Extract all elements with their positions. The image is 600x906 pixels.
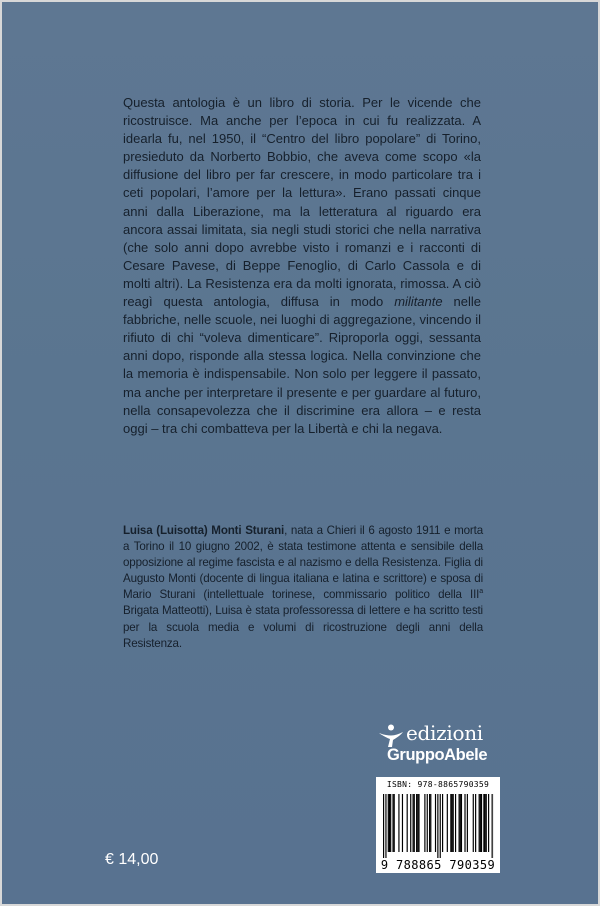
barcode-digits: 9 788865 790359 [380, 858, 496, 872]
blurb-text-1: Questa antologia è un libro di storia. Per le vicende che ricostruisce. Ma anche per l’epoca in cui fu realizzata. A idearla fu, nel 1950, il “Centro del libro popolare” di Torino, presieduto da Norberto Bobbio, che aveva come scopo «la diffusione del libro per far crescere, in modo particolare tra i ceti popolari, l’amore per la lettura». Erano passati cinque anni dalla Liberazione, ma la letteratura al riguardo era ancora assai limitata, sia negli studi storici che nella narrativa (che solo anni dopo avrebbe visto i romanzi e i racconti di Cesare Pavese, di Beppe Fenoglio, di Carlo Cassola e di molti altri). La Resistenza era da molti ignorata, rimossa. A ciò reagì questa antologia, diffusa in modo [123, 95, 481, 310]
isbn-label: ISBN: 978-8865790359 [386, 780, 490, 789]
bio-superscript: a [479, 588, 483, 596]
barcode-bar [483, 794, 484, 852]
barcode-bar [402, 794, 403, 852]
barcode-bar [440, 794, 441, 858]
barcode-bar [417, 794, 418, 852]
barcode-graphic [382, 794, 494, 858]
barcode-bar [451, 794, 452, 852]
barcode-bar [435, 794, 436, 852]
barcode-bar [475, 794, 476, 852]
barcode-bar [437, 794, 438, 858]
barcode-bar [394, 794, 395, 852]
publisher-group: GruppoAbele [387, 746, 488, 764]
blurb-emphasis: militante [394, 294, 443, 310]
barcode-bar [467, 794, 468, 852]
barcode-bar [389, 794, 390, 852]
bio-paragraph [123, 523, 483, 652]
leaping-figure-logo-icon [378, 724, 404, 748]
barcode-bar [460, 794, 461, 852]
author-name: Luisa (Luisotta) Monti Sturani [123, 524, 285, 537]
cover-blurb [123, 94, 481, 438]
bio-text-2: Brigata Matteotti), Luisa è stata professoressa di lettere e ha scritto testi per la scuola media e volumi di ricostruzione degli anni della Resistenza. [123, 604, 483, 650]
barcode-bar [492, 794, 493, 858]
barcode-bar [418, 794, 419, 852]
barcode-block [376, 777, 500, 873]
author-bio [123, 523, 483, 652]
barcode-bar [392, 794, 393, 852]
barcode-bar [473, 794, 474, 852]
barcode-bar [390, 794, 391, 852]
barcode-bar [388, 794, 389, 852]
barcode-bar [488, 794, 489, 852]
back-cover [2, 2, 598, 904]
barcode-bar [453, 794, 454, 852]
barcode-bar [464, 794, 465, 852]
barcode-bar [398, 794, 399, 852]
barcode-bar [459, 794, 460, 852]
barcode-bar [429, 794, 430, 852]
barcode-bar [385, 794, 386, 858]
barcode-bar [424, 794, 425, 852]
barcode-bar [479, 794, 480, 852]
barcode-bar [442, 794, 443, 852]
barcode-bar [447, 794, 448, 852]
publisher-logo [377, 722, 517, 770]
barcode-bar [413, 794, 414, 852]
barcode-bar [383, 794, 384, 858]
blurb-paragraph [123, 94, 481, 438]
blurb-text-2: nelle fabbriche, nelle scuole, nei luoghi di aggregazione, vincendo il rifiuto di chi “voleva dimenticare”. Riproporla oggi, sessanta anni dopo, risponde alla stessa logica. Nella convinzione che la memoria è indispensabile. Non solo per leggere il passato, ma anche per interpretare il presente e per guardare al futuro, nella consapevolezza che il discrimine era allora – e resta oggi – tra chi combatteva per la Libertà e chi la negava. [123, 294, 481, 436]
barcode-bar [450, 794, 451, 852]
barcode-bar [430, 794, 431, 852]
barcode-bar [480, 794, 481, 852]
barcode-bar [407, 794, 408, 852]
barcode-bar [484, 794, 485, 852]
bio-text-1: , nata a Chieri il 6 agosto 1911 e morta a Torino il 10 giugno 2002, è stata testimone attenta e sensibile della opposizione al regime fascista e al nazismo e della Resistenza. Figlia di Augusto Monti (docente di lingua italiana e latina e scrittore) e sposa di Mario Sturani (intellettuale torinese, commissario politico della III [123, 524, 483, 602]
barcode-bar [486, 794, 487, 852]
publisher-name: edizioni [406, 721, 483, 745]
barcode-bar [461, 794, 462, 852]
price-label: € 14,00 [105, 851, 159, 868]
barcode-bar [455, 794, 456, 852]
barcode-bar [414, 794, 415, 852]
barcode-bar [410, 794, 411, 852]
barcode-bar [427, 794, 428, 852]
barcode-bar [416, 794, 417, 852]
barcode-bar [481, 794, 482, 852]
